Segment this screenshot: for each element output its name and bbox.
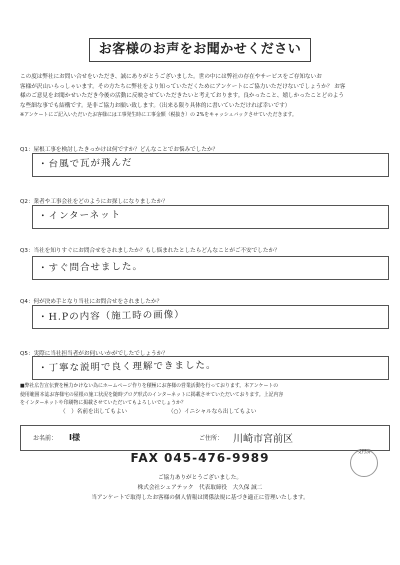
cashback-note: ※アンケートにご記入いただいたお客様には工事発生時に工事金額（税抜き）の 2%をキャッシュバックさせていただきます。 — [20, 112, 297, 118]
choice-initials[interactable]: （○）イニシャルなら出してもよい — [168, 409, 257, 415]
thanks-text: ご協力ありがとうございました。 — [158, 475, 242, 481]
page-title: お客様のお声をお聞かせください — [89, 38, 311, 62]
answer-1-text: ・台風で瓦が飛んだ — [37, 157, 133, 170]
name-label: お名前： — [33, 435, 58, 442]
address-label: ご住所： — [199, 435, 224, 442]
question-2-label: Q2：業者や工事会社をどのようにお探しになりましたか？ — [20, 199, 168, 205]
question-3-label: Q3：当社を知りすぐにお問合せをされましたか？もし悩まれたとしたらどんなことがご不安でしたか？ — [20, 248, 280, 254]
answer-5-text: ・丁寧な説明で良く理解できました。 — [37, 359, 217, 374]
name-address-row — [20, 425, 390, 451]
answer-2-text: ・インターネット — [37, 209, 122, 222]
publication-notice: ■弊社広告宣伝費を極力かけない為にホームページ作りを積極にお客様の営業活動を行っております。本アンケートの 使用範囲本誌お客様宅の屋根の施工状況を随時ブログ形式のインターネットに掲載させていただいております。上記内容 をインターネットや印刷物に掲載させていただいてもよろしいでしょうか？ — [20, 383, 284, 406]
company-text: 株式会社シェアテック 代表取締役 大久保 誠二 — [137, 485, 263, 491]
name-value: I様 — [69, 433, 80, 442]
question-4-label: Q4：何が決め手となり当社にお問合せをされましたか？ — [20, 299, 163, 305]
question-1-label: Q1：屋根工事を検討したきっかけは何ですか？どんなことでお悩みでしたか？ — [20, 147, 219, 153]
answer-4-text: ・H.Pの内容（施工時の画像） — [37, 309, 185, 323]
received-stamp: 受付済 — [350, 449, 378, 477]
choice-full-name[interactable]: （ ）名前を出してもよい — [60, 409, 128, 415]
intro-text: この度は弊社にお問い合せをいただき、誠にありがとうございました。世の中には弊社の存在やサービスをご存知ないお 客様が沢山いらっしゃいます。その方たちに弊社をより知っていただくためにアンケートにご協力いただけないでしょうか？ お客 様のご意見をお聞かせいただき今後の活動に反映させていただきたいと考えております。良かったこと、嬉しかったことどのよう な些細な事でも結構です。是非ご協力お願い致します。（出来る限り具体的に書いていただければ幸いです） — [20, 74, 346, 109]
address-value: 川崎市宮前区 — [233, 434, 293, 445]
fax-number: FAX 045-476-9989 — [130, 451, 270, 465]
privacy-text: 当アンケートで取得したお客様の個人情報は関係法規に基づき適正に管理いたします。 — [91, 495, 309, 501]
answer-3-text: ・すぐ問合せました。 — [37, 261, 144, 274]
question-5-label: Q5：実際に当社担当者がお伺いいかがでしたでしょうか？ — [20, 351, 168, 357]
